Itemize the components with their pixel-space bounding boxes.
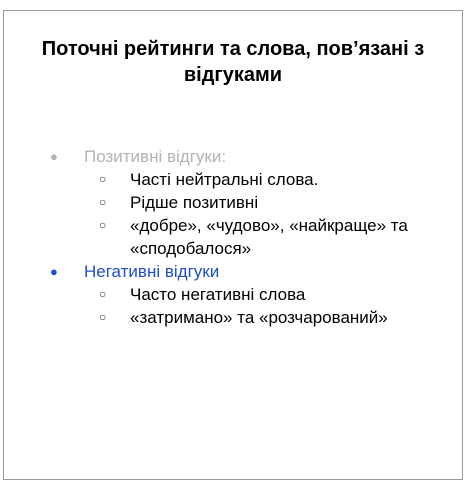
slide-title: Поточні рейтинги та слова, пов’язані з відгуками (41, 38, 425, 86)
sub-bullet-neutral-words (4, 168, 462, 191)
sub-bullet-marker: ○ (99, 310, 107, 324)
sub-bullet-label: Часті нейтральні слова. (130, 170, 319, 189)
sub-bullet-marker: ○ (99, 172, 107, 186)
bullet-negative-reviews (4, 260, 462, 283)
sub-bullet-negative-examples (4, 306, 462, 329)
sub-bullet-less-positive (4, 191, 462, 214)
sub-bullet-label: «добре», «чудово», «найкраще» та «сподобалося» (130, 216, 408, 258)
sub-bullet-marker: ○ (99, 218, 107, 232)
bullet-label: Негативні відгуки (84, 262, 220, 281)
bullet-positive-reviews (4, 145, 462, 168)
bullet-marker: ● (50, 149, 58, 164)
sub-bullet-negative-words (4, 283, 462, 306)
sub-bullet-positive-words (4, 214, 462, 260)
bullet-marker: ● (50, 264, 58, 279)
sub-bullet-label: «затримано» та «розчарований» (130, 308, 388, 327)
sub-bullet-label: Рідше позитивні (130, 193, 259, 212)
sub-bullet-marker: ○ (99, 195, 107, 209)
sub-bullet-marker: ○ (99, 287, 107, 301)
bullet-list (4, 145, 462, 329)
sub-bullet-label: Часто негативні слова (130, 285, 306, 304)
bullet-label: Позитивні відгуки: (84, 147, 227, 166)
slide (3, 10, 463, 480)
